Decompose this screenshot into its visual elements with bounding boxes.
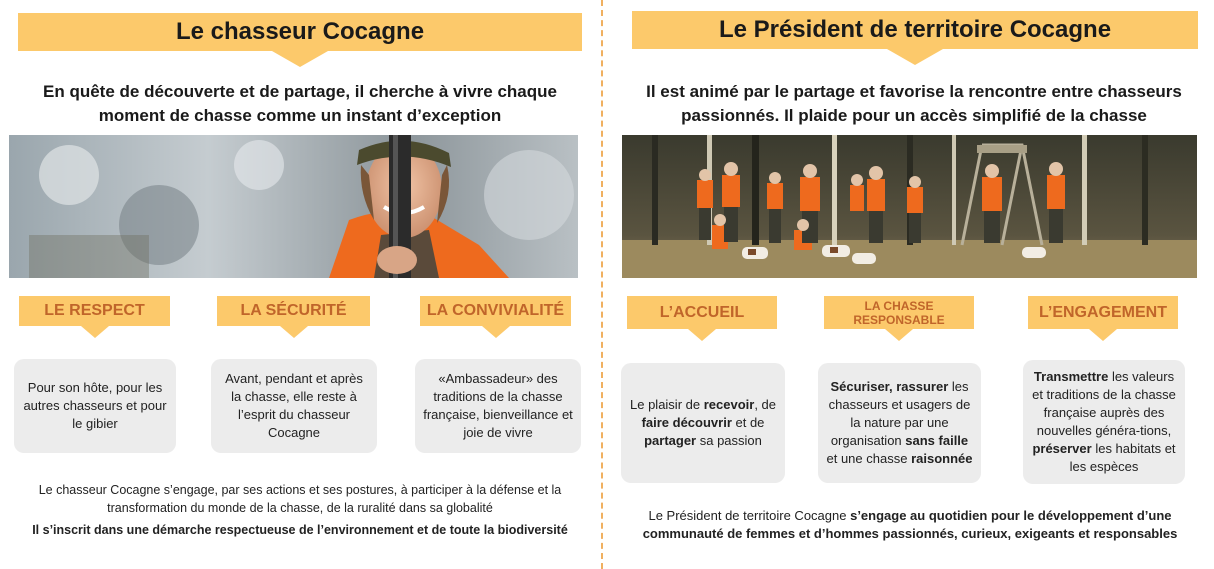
president-photo-image [622,135,1197,278]
value-card-accueil [621,363,785,483]
president-title: Le Président de territoire Cocagne [718,16,1112,43]
value-tag-chasse-responsable-line1: LA CHASSE [864,298,934,313]
president-intro-line1: Il est animé par le partage et favorise la rencontre entre chasseurs [646,82,1182,101]
value-tag-engagement-label: L’ENGAGEMENT [1038,303,1167,321]
emphasis-text: Transmettre [1033,369,1109,384]
value-card-engagement [1023,360,1185,484]
emphasis-text: Sécuriser, rassurer [830,379,949,394]
plain-text: , de [754,397,776,412]
hunter-footer-line1: Le chasseur Cocagne s’engage, par ses actions et ses postures, à participer à la défense et la [38,483,562,497]
plain-text: Le plaisir de [630,397,704,412]
value-tag-engagement [1028,296,1178,329]
hunter-title: Le chasseur Cocagne [175,18,425,45]
value-tag-securite-label: LA SÉCURITÉ [240,302,347,319]
value-card-securite-text: Avant, pendant et après la chasse, elle reste à l’esprit du chasseur Cocagne [225,371,363,440]
president-intro-line2: passionnés. Il plaide pour un accès simplifié de la chasse [681,106,1147,125]
president-footer-bold2: communauté de femmes et d’hommes passionnés, curieux, exigeants et responsables [642,526,1178,541]
plain-text: sa passion [696,433,762,448]
value-card-respect-text: Pour son hôte, pour les autres chasseurs et pour le gibier [23,380,167,431]
emphasis-text: faire découvrir [641,415,732,430]
value-tag-chasse-responsable-line2: RESPONSABLE [853,312,945,327]
hunter-column [0,0,600,569]
value-tag-securite [217,296,370,326]
hunter-intro-line1: En quête de découverte et de partage, il cherche à vivre chaque [43,82,557,101]
value-tag-convivialite-label: LA CONVIVIALITÉ [426,302,565,319]
hunter-intro-line2: moment de chasse comme un instant d’exception [98,106,502,125]
emphasis-text: recevoir [703,397,755,412]
president-intro [614,80,1214,128]
hunter-title-banner [18,13,582,51]
president-footer-plain: Le Président de territoire Cocagne [648,508,851,523]
hunter-footer [5,481,595,539]
emphasis-text: raisonnée [911,451,973,466]
president-photo [622,135,1197,278]
emphasis-text: sans faille [905,433,969,448]
hunter-intro [10,80,590,128]
president-footer-bold1: s’engage au quotidien pour le développement d’une [850,508,1172,523]
value-card-convivialite-text: «Ambassadeur» des traditions de la chasse française, bienveillance et joie de vivre [423,371,573,440]
value-tag-chasse-responsable [824,296,974,329]
value-tag-accueil [627,296,777,329]
value-tag-convivialite [420,296,571,326]
president-footer [606,507,1214,543]
hunter-photo-image [9,135,578,278]
hunter-footer-line3: Il s’inscrit dans une démarche respectueuse de l’environnement et de toute la biodiversité [32,523,568,537]
president-column [606,0,1214,569]
hunter-photo [9,135,578,278]
plain-text: les valeurs et traditions de la chasse française auprès des nouvelles généra-tions, [1032,369,1176,438]
president-title-banner [632,11,1198,49]
value-card-chasse-responsable [818,363,981,483]
emphasis-text: partager [644,433,697,448]
column-divider [601,0,603,569]
value-card-convivialite [415,359,581,453]
value-card-accueil-text [629,396,777,450]
value-card-respect [14,359,176,453]
plain-text: et une chasse [826,451,912,466]
value-card-chasse-responsable-text [826,378,973,468]
plain-text: les chasseurs et usagers de la nature par une organisation [828,379,971,448]
value-tag-respect [19,296,170,326]
value-card-engagement-text [1031,368,1177,476]
emphasis-text: préserver [1032,441,1092,456]
value-tag-accueil-label: L’ACCUEIL [659,303,745,321]
value-tag-respect-label: LE RESPECT [44,302,145,319]
value-card-securite [211,359,377,453]
plain-text: les habitats et les espèces [1069,441,1176,474]
plain-text: et de [731,415,765,430]
hunter-footer-line2: transformation du monde de la chasse, de la ruralité dans sa globalité [107,501,493,515]
